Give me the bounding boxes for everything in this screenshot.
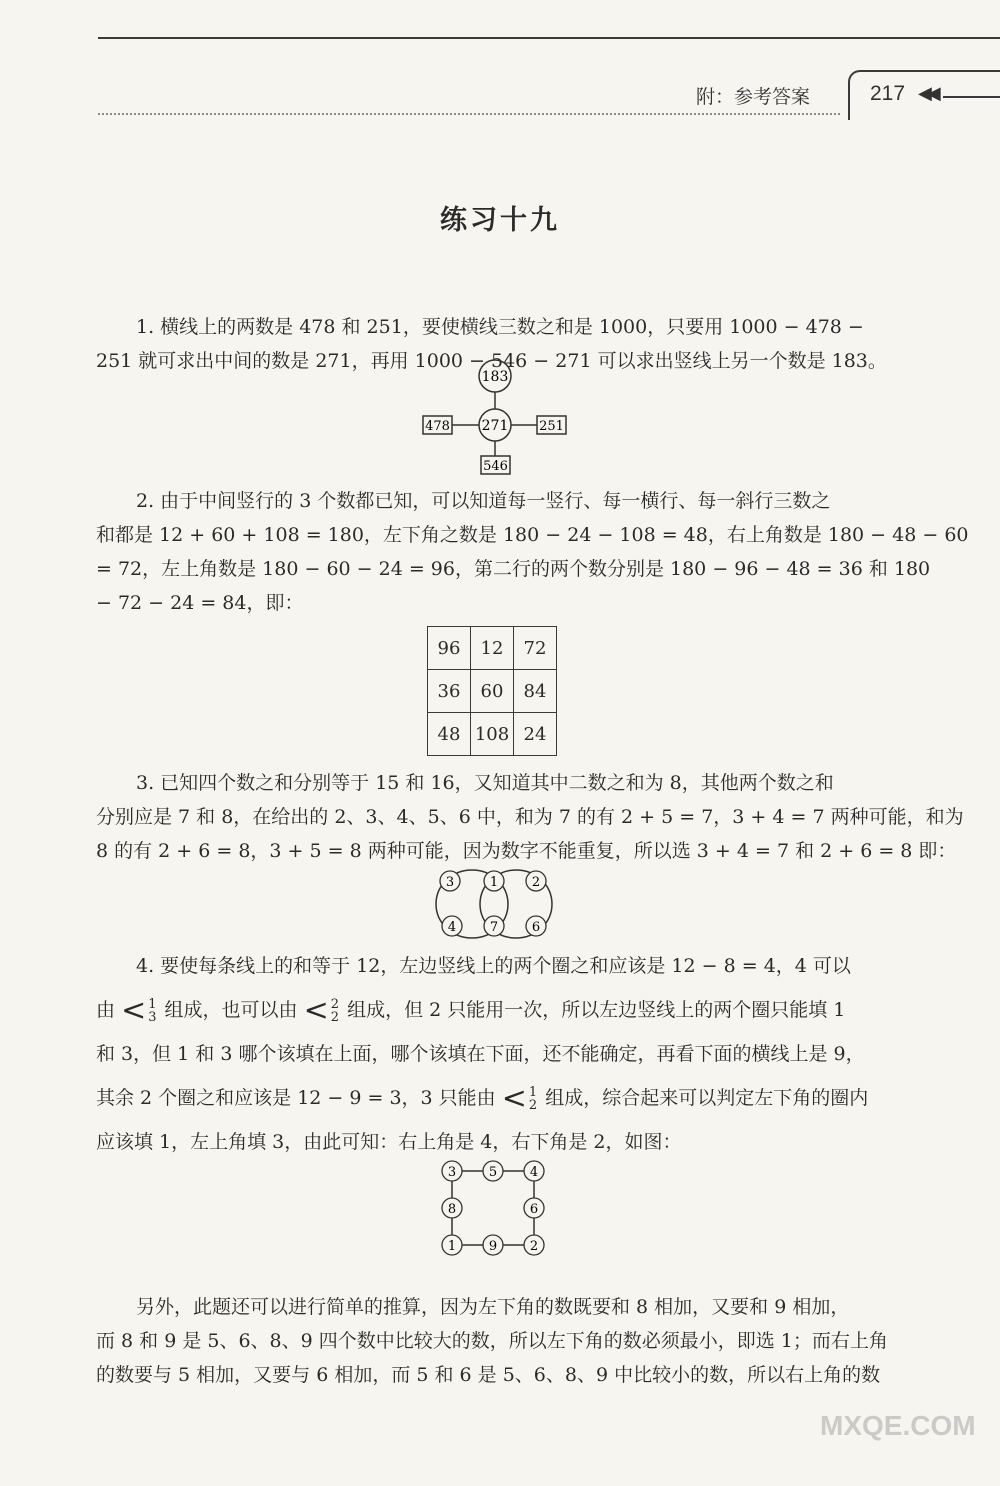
sq-num-mr: 6 [529,1202,539,1217]
answer-3-line: 3. 已知四个数之和分别等于 15 和 16，又知道其中二数之和为 8，其他两个数之和 [136,772,834,794]
grid-cell: 36 [428,670,471,713]
answer-4-line [96,1076,896,1120]
grid-cell: 108 [471,713,514,756]
answer-2 [96,484,969,620]
answer-4-line: 应该填 1，左上角填 3，由此可知：右上角是 4，右下角是 2，如图： [96,1131,682,1153]
answer-4-text: 由 [96,999,116,1021]
grid-row [428,713,557,756]
sq-num-tl: 3 [447,1165,457,1180]
answer-2-line: − 72 − 24 = 84，即： [96,592,304,614]
answer-2-line: 和都是 12 + 60 + 108 = 180，左下角之数是 180 − 24 − 108 = 48，右上角数是 180 − 48 − 60 [96,524,969,546]
answer-4-text: 组成，但 2 只能用一次，所以左边竖线上的两个圈只能填 1 [347,999,846,1021]
arrow-tail-rule [943,96,1000,98]
fraction-stack: 1 2 [528,1085,538,1113]
header-rule [98,37,1000,39]
figure-1-cross-diagram [420,358,570,480]
sq-num-bl: 1 [447,1239,457,1254]
sq-num-tm: 5 [488,1165,498,1180]
answer-4-line: 4. 要使每条线上的和等于 12，左边竖线上的两个圈之和应该是 12 − 8 = 4，4 可以 [136,955,851,977]
num-bottom: 546 [483,459,508,474]
grid-cell: 60 [471,670,514,713]
num-center: 271 [481,418,509,434]
ring-num-tm: 1 [489,875,499,890]
grid-row [428,670,557,713]
square-frame [452,1171,534,1245]
ring-num-bl: 4 [447,920,457,935]
grid-cell: 72 [514,627,557,670]
answer-1-line: 1. 横线上的两数是 478 和 251，要使横线三数之和是 1000，只要用 1000 − 478 − [136,316,864,338]
sq-num-bm: 9 [488,1239,498,1254]
branch-symbol: < [121,993,147,1028]
figure-4-square-diagram [438,1158,548,1258]
num-left: 478 [425,419,450,434]
num-right: 251 [539,419,564,434]
figure-3-ring-diagram [434,866,554,942]
answer-3 [96,766,964,868]
header-dotted-rule [98,113,840,115]
num-top: 183 [481,369,509,385]
ring-num-bm: 7 [489,920,499,935]
answer-4-text: 其余 2 个圈之和应该是 12 − 9 = 3，3 只能由 [96,1087,496,1109]
answer-2-line: = 72，左上角数是 180 − 60 − 24 = 96，第二行的两个数分别是 180 − 96 − 48 = 36 和 180 [96,558,931,580]
sq-num-tr: 4 [529,1165,539,1180]
answer-3-line: 分别应是 7 和 8，在给出的 2、3、4、5、6 中，和为 7 的有 2 + 5 = 7，3 + 4 = 7 两种可能，和为 [96,806,964,828]
fraction-stack: 1 3 [148,997,157,1025]
fraction-stack: 2 2 [330,997,340,1025]
sq-num-ml: 8 [447,1202,457,1217]
answer-4 [96,944,896,1164]
ring-num-tl: 3 [445,875,455,890]
watermark: MXQE.COM [820,1410,976,1441]
grid-cell: 48 [428,713,471,756]
grid-cell: 12 [471,627,514,670]
page-title: 练习十九 [440,205,560,236]
answer-4-text: 组成，综合起来可以判定左下角的圈内 [545,1087,869,1109]
branch-symbol: < [303,993,329,1028]
double-arrow-left-icon: ◀◀ [918,83,936,104]
answer-4-extra-line: 的数要与 5 相加，又要与 6 相加，而 5 和 6 是 5、6、8、9 中比较小的数，所以右上角的数 [96,1364,881,1386]
branch-symbol: < [501,1081,527,1116]
answer-4-extra [96,1290,896,1392]
answer-4-line [96,988,896,1032]
sq-num-br: 2 [529,1239,539,1254]
answer-4-extra-line: 另外，此题还可以进行简单的推算，因为左下角的数既要和 8 相加，又要和 9 相加， [136,1296,850,1318]
answer-4-text: 组成，也可以由 [164,999,298,1021]
answer-3-line: 8 的有 2 + 6 = 8，3 + 5 = 8 两种可能，因为数字不能重复，所以选 3 + 4 = 7 和 2 + 6 = 8 即： [96,840,957,862]
answer-4-extra-line: 而 8 和 9 是 5、6、8、9 四个数中比较大的数，所以左下角的数必须最小，即选 1；而右上角 [96,1330,888,1352]
answer-1-line: 251 就可求出中间的数是 271，再用 1000 − 546 − 271 可以求出竖线上另一个数是 183。 [96,350,887,372]
ring-num-br: 6 [531,920,541,935]
grid-cell: 24 [514,713,557,756]
answer-4-line: 和 3，但 1 和 3 哪个该填在上面，哪个该填在下面，还不能确定，再看下面的横线上是 9， [96,1043,865,1065]
magic-square-grid [427,626,557,756]
grid-cell: 96 [428,627,471,670]
ring-num-tr: 2 [531,875,541,890]
grid-cell: 84 [514,670,557,713]
answer-2-line: 2. 由于中间竖行的 3 个数都已知，可以知道每一竖行、每一横行、每一斜行三数之 [136,490,831,512]
grid-row [428,627,557,670]
page-number: 217 [870,82,906,105]
header-section: 附：参考答案 [696,86,811,108]
